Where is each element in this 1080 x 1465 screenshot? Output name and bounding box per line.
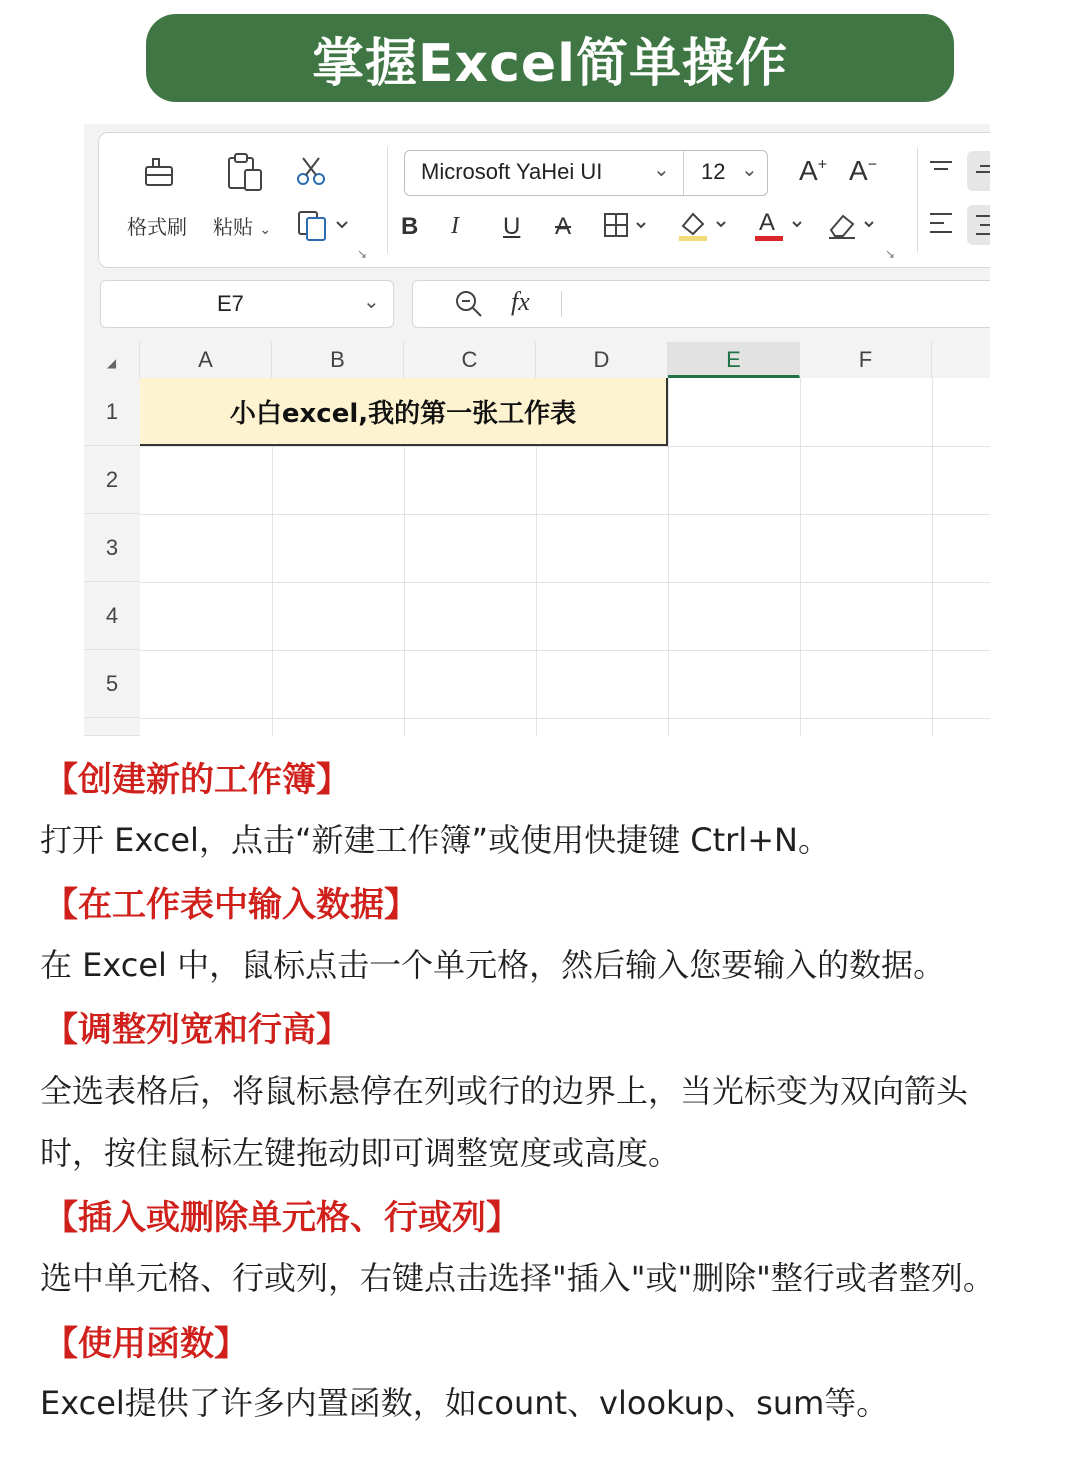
font-size[interactable]: 12: [701, 159, 726, 184]
title-banner: [146, 14, 954, 102]
chevron-down-icon: ⌄: [259, 222, 272, 238]
section-heading-insert-delete: 【插入或删除单元格、行或列】: [44, 1198, 520, 1238]
format-painter-icon[interactable]: [139, 151, 179, 195]
chevron-down-icon: ⌄: [741, 157, 758, 181]
section-text: Excel提供了许多内置函数，如count、vlookup、sum等。: [40, 1384, 889, 1422]
cut-icon[interactable]: [293, 153, 329, 189]
font-dialog-icon[interactable]: ↘: [885, 247, 896, 261]
grid-line: [140, 650, 990, 651]
increase-font-icon[interactable]: A+: [799, 155, 828, 186]
grid-line: [140, 582, 990, 583]
grid-line: [140, 514, 990, 515]
align-top-icon[interactable]: [927, 155, 955, 183]
align-center-icon[interactable]: [967, 205, 990, 245]
border-icon[interactable]: [603, 209, 653, 243]
row-header-1[interactable]: 1: [84, 378, 140, 446]
grid-line: [140, 446, 990, 447]
grid-line: [140, 718, 990, 719]
formula-divider: [561, 291, 562, 317]
zoom-icon[interactable]: [453, 289, 485, 319]
paste-button[interactable]: [213, 211, 271, 240]
worksheet-grid: [84, 342, 990, 736]
cell-text: 小白excel,我的第一张工作表: [229, 398, 577, 429]
section-heading-functions: 【使用函数】: [44, 1324, 248, 1364]
italic-button[interactable]: I: [451, 213, 459, 239]
select-all-corner[interactable]: ◢: [84, 342, 140, 378]
section-text: 打开 Excel，点击“新建工作簿”或使用快捷键 Ctrl+N。: [40, 821, 830, 859]
name-box[interactable]: [100, 280, 394, 328]
align-middle-icon[interactable]: [967, 151, 990, 191]
grid-line: [800, 378, 801, 736]
page-title: 掌握Excel简单操作: [312, 33, 788, 94]
format-painter-button[interactable]: 格式刷: [127, 215, 187, 239]
chevron-down-icon: ⌄: [653, 157, 670, 181]
section-text: 选中单元格、行或列，右键点击选择"插入"或"删除"整行或者整列。: [40, 1259, 995, 1297]
paste-icon[interactable]: [223, 151, 267, 195]
align-left-icon[interactable]: [927, 209, 955, 237]
formula-bar[interactable]: [412, 280, 990, 328]
font-name: Microsoft YaHei UI: [421, 159, 603, 184]
decrease-font-icon[interactable]: A−: [849, 155, 878, 186]
section-text: 时，按住鼠标左键拖动即可调整宽度或高度。: [40, 1134, 681, 1172]
strikethrough-button[interactable]: A: [555, 213, 572, 240]
paste-label: 粘贴: [213, 215, 253, 239]
column-header-a[interactable]: A: [140, 342, 272, 378]
font-selector[interactable]: [404, 150, 768, 196]
chevron-down-icon: ⌄: [363, 289, 380, 313]
clipboard-dialog-icon[interactable]: ↘: [357, 247, 368, 261]
font-divider: [683, 151, 684, 195]
section-text: 全选表格后，将鼠标悬停在列或行的边界上，当光标变为双向箭头: [40, 1072, 969, 1110]
section-text: 在 Excel 中，鼠标点击一个单元格，然后输入您要输入的数据。: [40, 946, 946, 984]
ribbon: [98, 132, 990, 268]
grid-line: [668, 378, 669, 736]
column-header-f[interactable]: F: [800, 342, 932, 378]
merged-cell-a1-d1[interactable]: [140, 378, 668, 446]
column-header-partial[interactable]: [932, 342, 990, 378]
row-header-3[interactable]: 3: [84, 514, 140, 582]
font-color-icon[interactable]: [753, 205, 809, 245]
column-header-c[interactable]: C: [404, 342, 536, 378]
column-header-d[interactable]: D: [536, 342, 668, 378]
underline-button[interactable]: U: [503, 213, 521, 240]
copy-icon[interactable]: [297, 207, 353, 243]
column-header-e[interactable]: E: [668, 342, 800, 378]
clear-format-icon[interactable]: [825, 205, 881, 245]
section-heading-enter-data: 【在工作表中输入数据】: [44, 885, 418, 925]
name-box-value: E7: [217, 291, 244, 316]
ribbon-divider: [917, 147, 918, 253]
svg-text:A: A: [759, 209, 776, 236]
row-header-4[interactable]: 4: [84, 582, 140, 650]
fill-color-icon[interactable]: [677, 205, 733, 245]
row-header-5[interactable]: 5: [84, 650, 140, 718]
bold-button[interactable]: B: [401, 213, 419, 240]
section-heading-create-workbook: 【创建新的工作簿】: [44, 760, 350, 800]
column-header-b[interactable]: B: [272, 342, 404, 378]
section-heading-adjust-size: 【调整列宽和行高】: [44, 1010, 350, 1050]
excel-screenshot: [84, 124, 990, 736]
grid-line: [932, 378, 933, 736]
row-header-partial[interactable]: [84, 718, 140, 736]
ribbon-divider: [387, 147, 388, 253]
row-header-2[interactable]: 2: [84, 446, 140, 514]
insert-function-button[interactable]: fx: [511, 287, 530, 316]
